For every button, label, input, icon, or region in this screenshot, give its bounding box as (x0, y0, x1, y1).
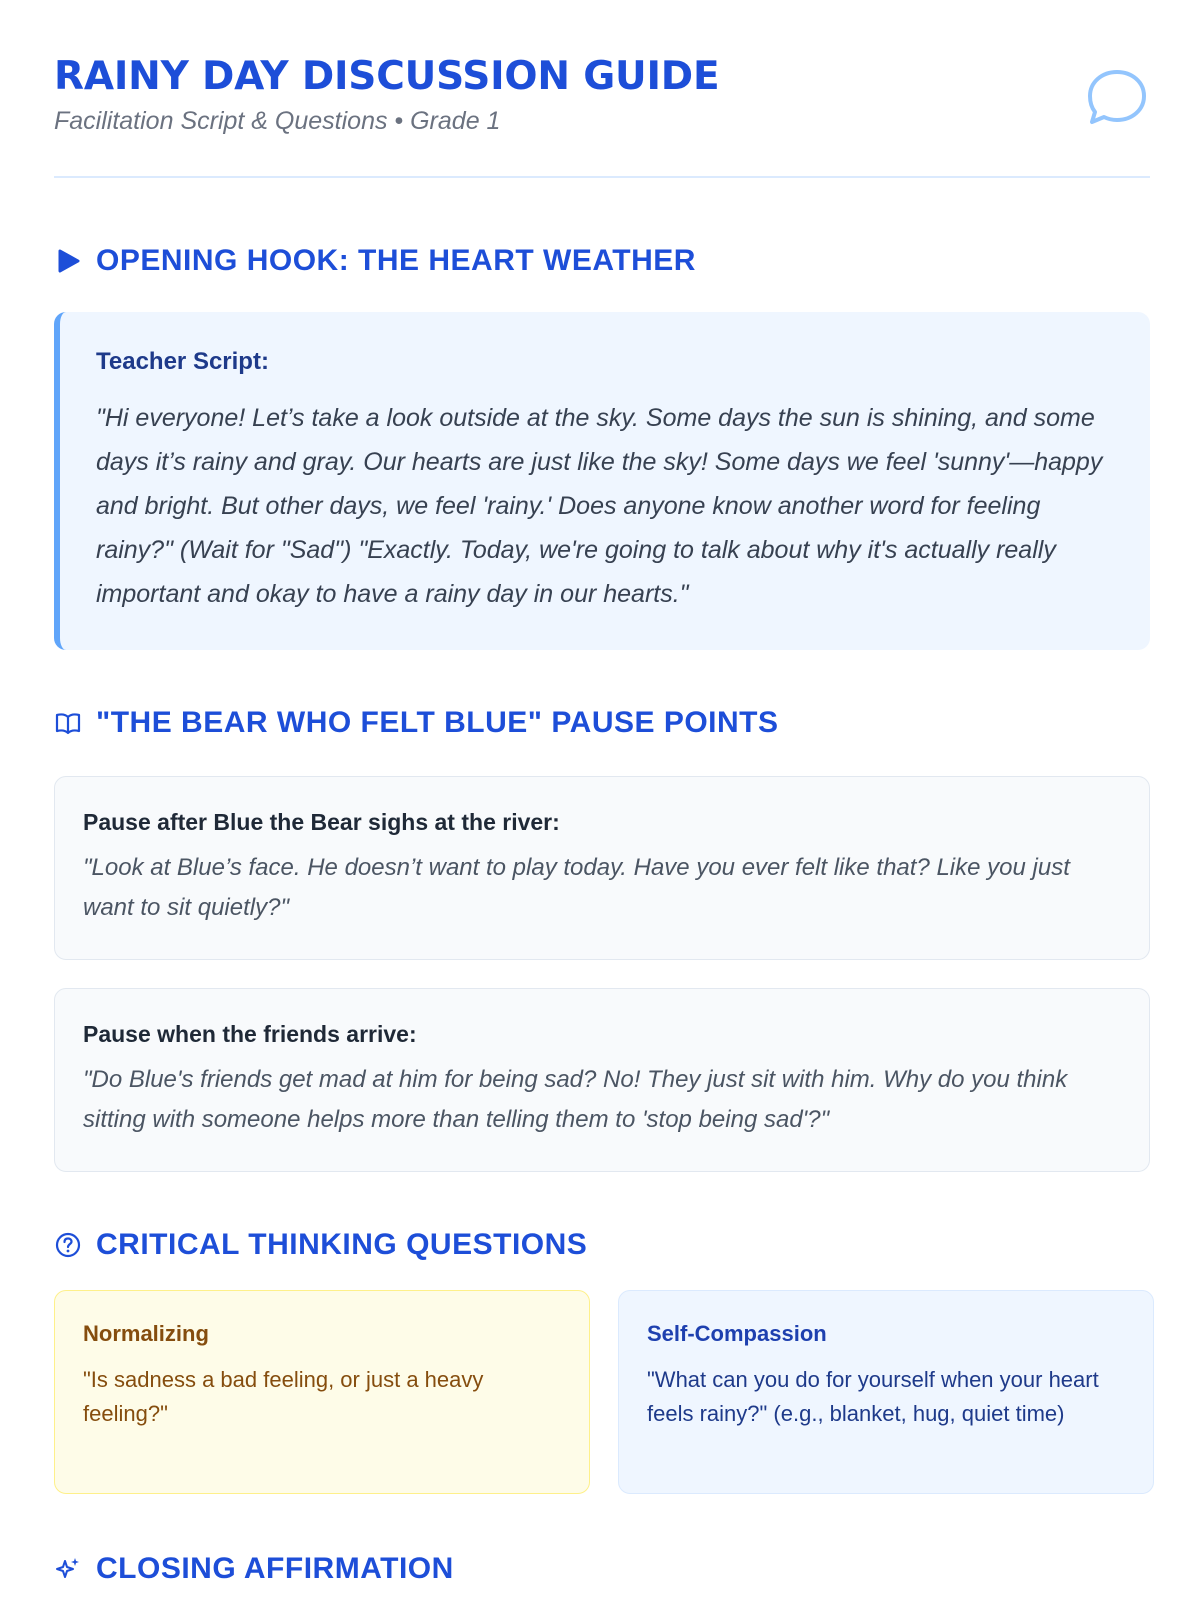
question-card-text: "Is sadness a bad feeling, or just a heavy feeling?" (83, 1367, 484, 1426)
section-story-heading (54, 706, 779, 740)
teacher-script-label: Teacher Script: (96, 348, 269, 375)
pause-text: "Do Blue's friends get mad at him for being sad? No! They just sit with him. Why do you think sitting with someone helps more than telling them to 'stop being sad'?" (83, 1066, 1068, 1133)
section-closing-title: CLOSING AFFIRMATION (96, 1552, 454, 1585)
question-card-heading: Self-Compassion (647, 1321, 827, 1346)
question-circle-icon (54, 1231, 82, 1259)
pause-heading: Pause after Blue the Bear sighs at the river: (83, 809, 560, 835)
section-opening-title: OPENING HOOK: THE HEART WEATHER (96, 244, 696, 277)
question-card-normalizing (54, 1290, 590, 1494)
section-closing-heading (54, 1552, 454, 1586)
question-card-self-compassion (618, 1290, 1154, 1494)
chat-bubble-icon (1084, 66, 1150, 132)
question-card-text: "What can you do for yourself when your heart feels rainy?" (e.g., blanket, hug, quiet time) (647, 1367, 1099, 1426)
section-story-title: "THE BEAR WHO FELT BLUE" PAUSE POINTS (96, 706, 779, 739)
section-questions-heading (54, 1228, 587, 1262)
page-title: RAINY DAY DISCUSSION GUIDE (54, 54, 720, 99)
pause-card (54, 776, 1150, 960)
pause-card (54, 988, 1150, 1172)
page-header (54, 52, 1150, 178)
pause-heading: Pause when the friends arrive: (83, 1021, 417, 1047)
page-subtitle: Facilitation Script & Questions • Grade 1 (54, 107, 501, 135)
teacher-script-text: "Hi everyone! Let’s take a look outside at the sky. Some days the sun is shining, and some days it’s rainy and gray. Our hearts are just like the sky! Some days we feel 'sunny'—happy and bright. But other days, we feel 'rainy.' Does anyone know another word for feeling rainy?" (Wait for "Sad") "Exactly. Today, we're going to talk about why it's actually really important and okay to have a rainy day in our hearts." (96, 404, 1103, 608)
teacher-script-box (54, 312, 1150, 650)
book-icon (54, 709, 82, 737)
section-questions-title: CRITICAL THINKING QUESTIONS (96, 1228, 588, 1261)
sparkles-icon (54, 1555, 82, 1583)
question-card-heading: Normalizing (83, 1321, 209, 1346)
play-icon (54, 247, 82, 275)
pause-text: "Look at Blue’s face. He doesn’t want to play today. Have you ever felt like that? Like you just want to sit quietly?" (83, 854, 1070, 921)
section-opening-heading (54, 244, 696, 278)
